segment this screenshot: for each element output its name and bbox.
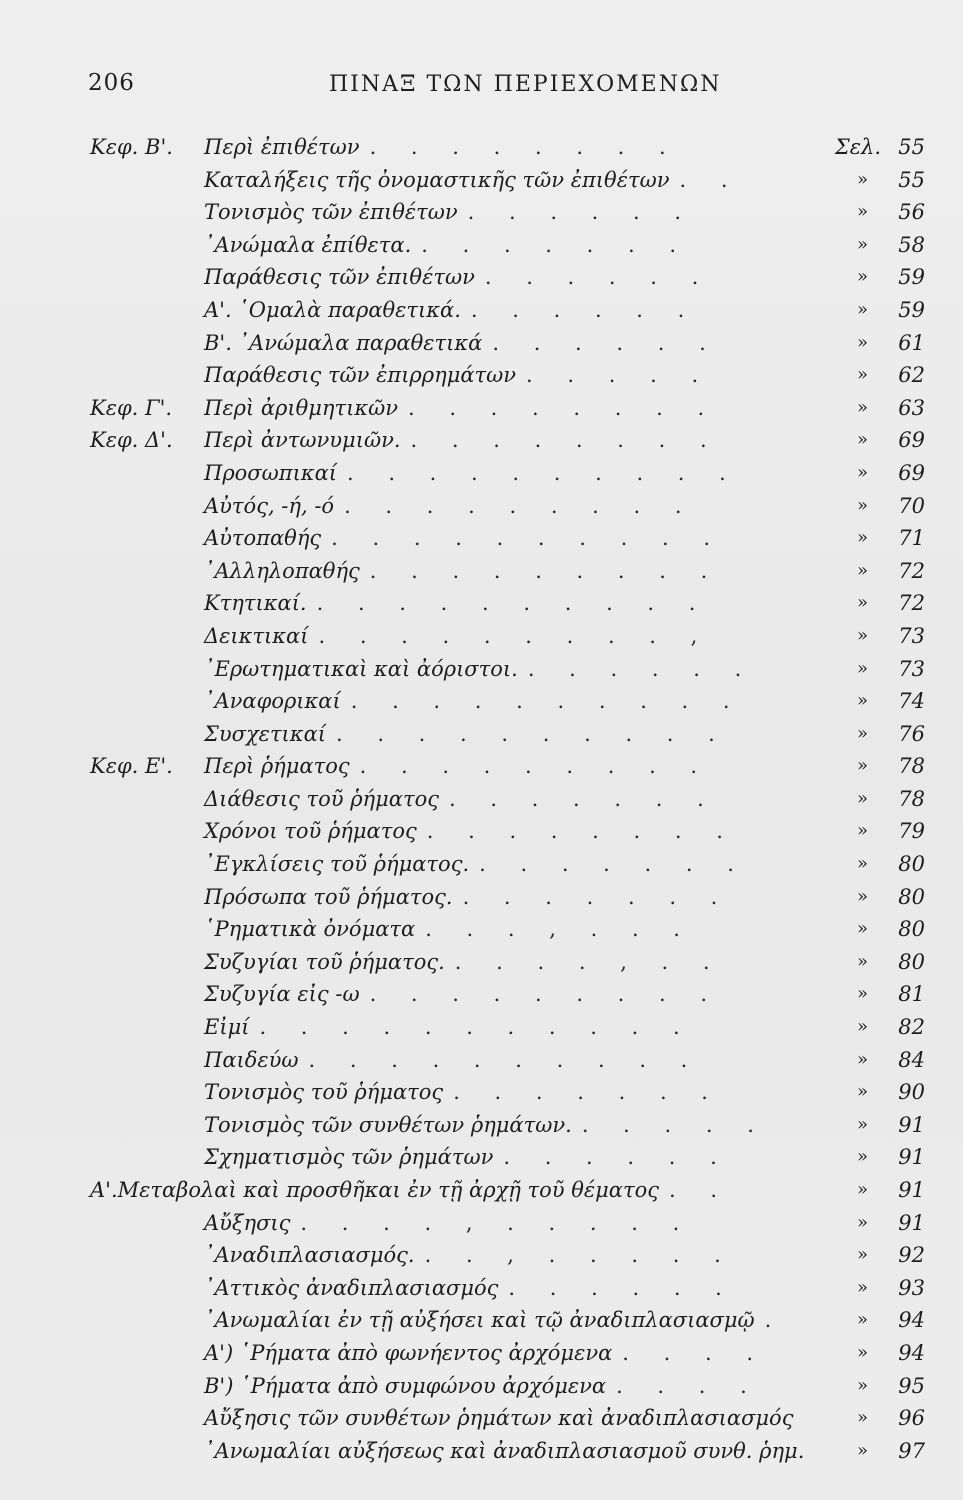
ditto-mark: »: [856, 1276, 868, 1298]
toc-entry: [0, 1109, 963, 1142]
entry-title: Αὔξησις: [204, 1210, 291, 1235]
toc-entry: [0, 522, 963, 555]
entry-page-number: 94: [898, 1340, 925, 1365]
ditto-mark: »: [856, 918, 868, 940]
toc-entry: [0, 392, 963, 425]
entry-title: Περὶ ῥήματος: [204, 754, 350, 779]
entry-title: Α'. ῾Ομαλὰ παραθετικά.: [204, 297, 461, 322]
leader-dots: . . . . . . . . . .: [331, 526, 725, 551]
ditto-mark: »: [856, 527, 868, 549]
entry-page-number: 70: [898, 493, 925, 518]
ditto-mark: »: [856, 1179, 868, 1200]
entry-page-number: 94: [898, 1308, 925, 1333]
table-of-contents: [0, 131, 963, 1467]
leader-dots: . . . . . . . . . .: [316, 591, 710, 616]
leader-dots: . . . .: [616, 1373, 761, 1398]
leader-dots: . . . . . . . .: [407, 395, 719, 420]
entry-title: Χρόνοι τοῦ ῥήματος: [204, 819, 417, 844]
toc-entry: [0, 1141, 963, 1174]
entry-title: Παράθεσις τῶν ἐπιρρημάτων: [204, 363, 517, 388]
entry-title: Συζυγίαι τοῦ ῥήματος.: [204, 949, 445, 974]
leader-dots: . . . , . . .: [425, 917, 694, 942]
toc-entry: [0, 653, 963, 686]
entry-page-number: 71: [898, 526, 925, 551]
leader-dots: . . . . . .: [470, 297, 699, 322]
entry-page-number: 80: [898, 949, 925, 974]
ditto-mark: »: [856, 1374, 868, 1396]
leader-dots: . . . . . . . . . .: [346, 460, 740, 485]
leader-dots: . . . . . . . .: [410, 428, 721, 453]
entry-title: Περὶ ἀριθμητικῶν: [204, 395, 398, 420]
entry-title: Εἰμί: [204, 1015, 250, 1040]
entry-page-number: 93: [898, 1275, 925, 1300]
chapter-label: Κεφ. Ε'.: [90, 754, 173, 779]
ditto-mark: »: [856, 168, 868, 190]
toc-entry: [0, 685, 963, 718]
leader-dots: . . . . . . .: [421, 232, 691, 257]
chapter-label: Κεφ. Γ'.: [90, 395, 173, 420]
toc-entry: [0, 1402, 963, 1435]
toc-entry: [0, 946, 963, 979]
entry-page-number: 80: [898, 917, 925, 942]
entry-page-number: 58: [898, 232, 925, 257]
entry-title: Διάθεσις τοῦ ῥήματος: [204, 786, 439, 811]
ditto-mark: »: [856, 624, 868, 646]
leader-dots: . . . . .: [581, 1112, 768, 1137]
leader-dots: . . . . . . . . . ,: [318, 623, 712, 648]
toc-entry: [0, 848, 963, 881]
entry-page-number: 92: [898, 1243, 925, 1268]
leader-dots: . . , . . . . .: [424, 1243, 735, 1268]
leader-dots: . . . . , . .: [454, 949, 724, 974]
toc-entry: [0, 164, 963, 197]
toc-entry: [0, 718, 963, 751]
entry-title: Τονισμὸς τῶν ἐπιθέτων: [204, 200, 458, 225]
leader-dots: . . . . , . . . . .: [300, 1210, 694, 1235]
entry-page-number: 79: [898, 819, 925, 844]
leader-dots: . . . . . .: [492, 330, 720, 355]
entry-title: Συσχετικαί: [204, 721, 326, 746]
ditto-mark: »: [856, 950, 868, 972]
entry-title: Β') ῾Ρήματα ἀπὸ συμφώνου ἀρχόμενα: [204, 1373, 607, 1398]
ditto-mark: »: [856, 494, 868, 516]
entry-title: Αὔξησις τῶν συνθέτων ῥημάτων καὶ ἀναδιπλασιασμός: [204, 1406, 794, 1431]
toc-entry: [0, 587, 963, 620]
ditto-mark: »: [856, 1341, 868, 1363]
toc-entry: [0, 881, 963, 914]
entry-page-number: 80: [898, 884, 925, 909]
toc-entry: [0, 1239, 963, 1272]
ditto-mark: »: [856, 266, 868, 288]
leader-dots: .: [764, 1308, 786, 1333]
entry-title: Πρόσωπα τοῦ ῥήματος.: [204, 884, 453, 909]
entry-title: ᾿Ερωτηματικαὶ καὶ ἀόριστοι.: [204, 656, 518, 681]
entry-page-number: 84: [898, 1047, 925, 1072]
entry-title: Παιδεύω: [204, 1047, 299, 1072]
toc-entry: [0, 1174, 963, 1207]
entry-page-number: 59: [898, 265, 925, 290]
entry-page-number: 69: [898, 460, 925, 485]
leader-dots: . .: [679, 167, 742, 192]
ditto-mark: »: [856, 559, 868, 581]
ditto-mark: »: [856, 1439, 868, 1461]
entry-page-number: 62: [898, 363, 925, 388]
entry-page-number: 95: [898, 1373, 925, 1398]
entry-title: Καταλήξεις τῆς ὀνομαστικῆς τῶν ἐπιθέτων: [204, 167, 670, 192]
ditto-mark: »: [856, 885, 868, 907]
entry-page-number: 82: [898, 1015, 925, 1040]
entry-title: Αὐτοπαθής: [204, 526, 322, 551]
leader-dots: . . . . . . .: [462, 884, 732, 909]
entry-title: Δεικτικαί: [204, 623, 309, 648]
entry-page-number: 55: [898, 135, 925, 159]
ditto-mark: »: [856, 1048, 868, 1070]
entry-title: Τονισμὸς τοῦ ῥήματος: [204, 1080, 444, 1105]
entry-page-number: 73: [898, 656, 925, 681]
ditto-mark: »: [856, 1113, 868, 1135]
toc-entry: [0, 913, 963, 946]
entry-page-number: 56: [898, 200, 925, 225]
leader-dots: . . . .: [622, 1340, 768, 1365]
toc-entry: [0, 1337, 963, 1370]
entry-page-number: 80: [898, 852, 925, 877]
leader-dots: . . . . . . . . .: [359, 754, 712, 779]
entry-title: Περὶ ἐπιθέτων: [204, 135, 360, 159]
leader-dots: . . . . . . . . . . .: [259, 1015, 694, 1040]
ditto-mark: »: [856, 201, 868, 223]
toc-entry: [0, 457, 963, 490]
entry-title: Σχηματισμὸς τῶν ῥημάτων: [204, 1145, 494, 1170]
entry-page-number: 59: [898, 297, 925, 322]
page-header: [0, 66, 963, 106]
ditto-mark: »: [856, 429, 868, 451]
leader-dots: . . . . . .: [484, 265, 713, 290]
leader-dots: . . . . . .: [508, 1275, 736, 1300]
entry-title: Συζυγία εἰς -ω: [204, 982, 360, 1007]
ditto-mark: »: [856, 690, 868, 712]
entry-title: ᾿Αναδιπλασιασμός.: [204, 1243, 415, 1268]
toc-entry: [0, 359, 963, 392]
entry-page-number: 91: [898, 1145, 925, 1170]
entry-page-number: 91: [898, 1112, 925, 1137]
leader-dots: . . . . . . . .: [426, 819, 737, 844]
toc-entry: [0, 1207, 963, 1240]
toc-entry: [0, 261, 963, 294]
ditto-mark: »: [856, 820, 868, 842]
ditto-mark: »: [856, 1309, 868, 1331]
ditto-mark: »: [856, 1146, 868, 1168]
chapter-label: Κεφ. Δ'.: [90, 428, 173, 453]
toc-entry: [0, 424, 963, 457]
ditto-mark: »: [856, 1407, 868, 1429]
entry-title: Προσωπικαί: [204, 460, 337, 485]
leader-dots: . . . . . . . . . .: [335, 721, 729, 746]
toc-entry: [0, 620, 963, 653]
entry-title: Περὶ ἀντωνυμιῶν.: [204, 428, 401, 453]
leader-dots: . . . . . . . .: [369, 135, 680, 159]
entry-page-number: 78: [898, 754, 925, 779]
entry-page-number: 61: [898, 330, 925, 355]
entry-title: ῾Ρηματικὰ ὀνόματα: [204, 917, 416, 942]
entry-page-number: 90: [898, 1080, 925, 1105]
ditto-mark: »: [856, 983, 868, 1005]
ditto-mark: »: [856, 853, 868, 875]
entry-page-number: 69: [898, 428, 925, 453]
toc-entry: [0, 1272, 963, 1305]
leader-dots: . . . . . .: [467, 200, 696, 225]
toc-entry: [0, 783, 963, 816]
entry-page-number: 78: [898, 786, 925, 811]
ditto-mark: »: [856, 298, 868, 320]
ditto-mark: »: [856, 233, 868, 255]
entry-page-number: 73: [898, 623, 925, 648]
leader-dots: . . . . . . . . .: [344, 493, 696, 518]
page-number: 206: [88, 70, 135, 96]
leader-dots: . . . . . . .: [448, 786, 718, 811]
entry-title: Αὐτός, -ή, -ό: [204, 493, 335, 518]
entry-title: ᾿Ανώμαλα ἐπίθετα.: [204, 232, 412, 257]
leader-dots: . . . . . . .: [453, 1080, 722, 1105]
entry-title: Παράθεσις τῶν ἐπιθέτων: [204, 265, 475, 290]
toc-entry: [0, 131, 963, 164]
toc-entry: [0, 490, 963, 523]
leader-dots: . .: [669, 1178, 732, 1202]
entry-page-number: 74: [898, 689, 925, 714]
ditto-mark: »: [856, 396, 868, 418]
entry-page-number: 91: [898, 1178, 925, 1202]
entry-page-number: 91: [898, 1210, 925, 1235]
entry-title: ᾿Ανωμαλίαι αὐξήσεως καὶ ἀναδιπλασιασμοῦ συνθ. ῥημ.: [204, 1438, 805, 1463]
entry-page-number: 55: [898, 167, 925, 192]
leader-dots: . . . . . . .: [479, 852, 748, 877]
entry-title: Κτητικαί.: [204, 591, 307, 616]
entry-title: ᾿Αναφορικαί: [204, 689, 341, 714]
ditto-mark: »: [856, 755, 868, 777]
toc-entry: [0, 294, 963, 327]
toc-entry: [0, 196, 963, 229]
entry-title: ᾿Εγκλίσεις τοῦ ῥήματος.: [204, 852, 470, 877]
entry-title: Α') ῾Ρήματα ἀπὸ φωνήεντος ἀρχόμενα: [204, 1340, 613, 1365]
toc-entry: [0, 229, 963, 262]
toc-entry: [0, 1011, 963, 1044]
toc-entry: [0, 555, 963, 588]
entry-page-number: 72: [898, 591, 925, 616]
leader-dots: . . . . . .: [527, 656, 756, 681]
ditto-mark: »: [856, 1211, 868, 1233]
toc-entry: [0, 1076, 963, 1109]
entry-title: ᾿Ανωμαλίαι ἐν τῇ αὐξήσει καὶ τῷ ἀναδιπλασιασμῷ: [204, 1308, 755, 1333]
entry-title: Α'.Μεταβολαὶ καὶ προσθῆκαι ἐν τῇ ἀρχῇ τοῦ θέματος: [90, 1178, 659, 1202]
toc-entry: [0, 1370, 963, 1403]
ditto-mark: »: [856, 592, 868, 614]
ditto-mark: »: [856, 364, 868, 386]
ditto-mark: »: [856, 1016, 868, 1038]
leader-dots: . . . . . . . . . .: [308, 1047, 702, 1072]
ditto-mark: »: [856, 331, 868, 353]
entry-page-number: 81: [898, 982, 925, 1007]
toc-entry: [0, 750, 963, 783]
entry-title: Τονισμὸς τῶν συνθέτων ῥημάτων.: [204, 1112, 572, 1137]
toc-entry: [0, 978, 963, 1011]
toc-entry: [0, 1044, 963, 1077]
toc-entry: [0, 815, 963, 848]
page-ref-label: Σελ.: [834, 135, 881, 159]
entry-page-number: 96: [898, 1406, 925, 1431]
toc-entry: [0, 327, 963, 360]
ditto-mark: »: [856, 787, 868, 809]
ditto-mark: »: [856, 657, 868, 679]
entry-title: ᾿Αλληλοπαθής: [204, 558, 360, 583]
entry-page-number: 97: [898, 1438, 925, 1463]
leader-dots: . . . . . . . . .: [369, 558, 722, 583]
entry-page-number: 72: [898, 558, 925, 583]
ditto-mark: »: [856, 461, 868, 483]
toc-entry: [0, 1435, 963, 1468]
leader-dots: . . . . . . . . .: [369, 982, 722, 1007]
ditto-mark: »: [856, 722, 868, 744]
entry-title: ᾿Αττικὸς ἀναδιπλασιασμός: [204, 1275, 499, 1300]
chapter-label: Κεφ. Β'.: [90, 135, 173, 159]
toc-entry: [0, 1304, 963, 1337]
leader-dots: . . . . . .: [503, 1145, 731, 1170]
leader-dots: . . . . . . . . . .: [350, 689, 744, 714]
entry-page-number: 76: [898, 721, 925, 746]
ditto-mark: »: [856, 1081, 868, 1103]
ditto-mark: »: [856, 1244, 868, 1266]
running-title: ΠΙΝΑΞ ΤΩΝ ΠΕΡΙΕΧΟΜΕΝΩΝ: [329, 72, 722, 97]
leader-dots: . . . . .: [526, 363, 713, 388]
entry-page-number: 63: [898, 395, 925, 420]
entry-title: Β'. ᾿Ανώμαλα παραθετικά: [204, 330, 483, 355]
